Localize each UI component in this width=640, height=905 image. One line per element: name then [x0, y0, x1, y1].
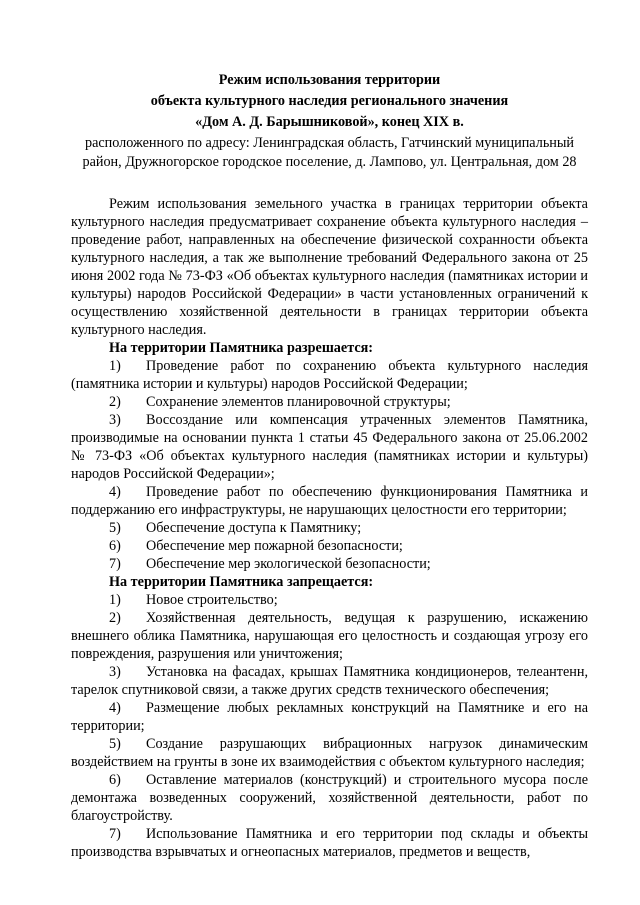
list-item — [71, 555, 588, 573]
item-number: 3) — [109, 412, 121, 428]
intro-paragraph: Режим использования земельного участка в границах территории объекта культурного наследия предусматривает сохранение объекта культурного наследия – проведение работ, направленных на обеспечение физической сохранности объекта культурного наследия, а так же выполнение требований Федерального закона от 25 июня 2002 года № 73-ФЗ «Об объектах культурного наследия (памятниках истории и культуры) народов Российской Федерации» в части установленных ограничений к осуществлению хозяйственной деятельности в границах территории объекта культурного наследия. — [71, 196, 588, 338]
item-text: Сохранение элементов планировочной структуры; — [146, 394, 451, 410]
list-item — [71, 357, 588, 393]
item-number: 5) — [109, 736, 121, 752]
item-number: 1) — [109, 592, 121, 608]
item-text: Оставление материалов (конструкций) и строительного мусора после демонтажа возведенных сооружений, хозяйственной деятельности, работ по благоустройству. — [71, 772, 588, 824]
document-body — [71, 195, 588, 861]
item-number: 1) — [109, 358, 121, 374]
list-item — [71, 663, 588, 699]
title-line-3: «Дом А. Д. Барышниковой», конец XIX в. — [195, 114, 464, 130]
item-text: Размещение любых рекламных конструкций на Памятнике и его на территории; — [71, 700, 588, 734]
item-text: Использование Памятника и его территории под склады и объекты производства взрывчатых и огнеопасных материалов, предметов и веществ, — [71, 826, 588, 860]
item-number: 2) — [109, 394, 121, 410]
document-title — [71, 70, 588, 133]
item-text: Создание разрушающих вибрационных нагрузок динамическим воздействием на грунты в зоне их взаимодействия с объектом культурного наследия; — [71, 736, 588, 770]
list-item — [71, 411, 588, 483]
item-number: 6) — [109, 538, 121, 554]
item-text: Новое строительство; — [146, 592, 278, 608]
item-text: Хозяйственная деятельность, ведущая к разрушению, искажению внешнего облика Памятника, нарушающая его целостность и создающая угрозу его повреждения, разрушения или уничтожения; — [71, 610, 588, 662]
list-item — [71, 591, 588, 609]
item-text: Воссоздание или компенсация утраченных элементов Памятника, производимые на основании пункта 1 статьи 45 Федерального закона от 25.06.2002 № 73-ФЗ «Об объектах культурного наследия (памятниках истории и культуры) народов Российской Федерации»; — [71, 412, 588, 482]
item-number: 4) — [109, 484, 121, 500]
item-text: Обеспечение мер пожарной безопасности; — [146, 538, 403, 554]
list-item — [71, 609, 588, 663]
list-item — [71, 519, 588, 537]
address-line-2: район, Дружногорское городское поселение, д. Лампово, ул. Центральная, дом 28 — [82, 154, 577, 170]
item-text: Установка на фасадах, крышах Памятника кондиционеров, телеантенн, тарелок спутниковой связи, а также других средств технического обеспечения; — [71, 664, 588, 698]
item-number: 7) — [109, 826, 121, 842]
list-item — [71, 537, 588, 555]
item-number: 2) — [109, 610, 121, 626]
list-item — [71, 825, 588, 861]
item-number: 7) — [109, 556, 121, 572]
forbidden-list — [71, 591, 588, 861]
allowed-list — [71, 357, 588, 573]
title-line-1: Режим использования территории — [218, 72, 441, 88]
item-number: 5) — [109, 520, 121, 536]
forbidden-heading: На территории Памятника запрещается: — [109, 574, 374, 590]
item-number: 6) — [109, 772, 121, 788]
list-item — [71, 699, 588, 735]
item-text: Проведение работ по сохранению объекта культурного наследия (памятника истории и культуры) народов Российской Федерации; — [71, 358, 588, 392]
document-address — [71, 134, 588, 172]
list-item — [71, 771, 588, 825]
title-line-2: объекта культурного наследия регионального значения — [150, 93, 509, 109]
address-line-1: расположенного по адресу: Ленинградская область, Гатчинский муниципальный — [84, 135, 575, 151]
item-number: 3) — [109, 664, 121, 680]
list-item — [71, 483, 588, 519]
list-item — [71, 393, 588, 411]
list-item — [71, 735, 588, 771]
item-text: Обеспечение доступа к Памятнику; — [146, 520, 362, 536]
item-number: 4) — [109, 700, 121, 716]
item-text: Обеспечение мер экологической безопасности; — [146, 556, 431, 572]
item-text: Проведение работ по обеспечению функционирования Памятника и поддержанию его инфраструктуры, не нарушающих целостности его территории; — [71, 484, 588, 518]
allowed-heading: На территории Памятника разрешается: — [109, 340, 374, 356]
